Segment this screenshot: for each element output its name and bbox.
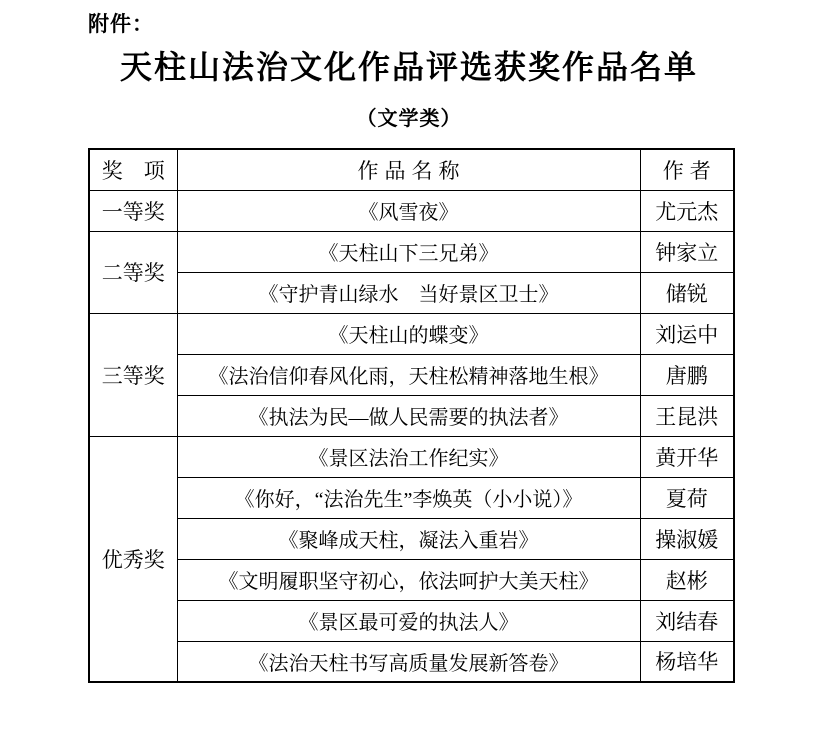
table-row (89, 436, 734, 477)
page-subtitle: （文学类） (356, 108, 462, 130)
author-cell: 赵彬 (640, 559, 734, 600)
table-row (89, 272, 734, 313)
author-cell: 刘结春 (640, 600, 734, 641)
work-title-cell: 《景区最可爱的执法人》 (177, 600, 640, 641)
author-cell: 储锐 (640, 272, 734, 313)
header-award: 奖 项 (89, 149, 177, 190)
table-row (89, 641, 734, 682)
author-cell: 夏荷 (640, 477, 734, 518)
work-title-cell: 《你好，“法治先生”李焕英（小小说）》 (177, 477, 640, 518)
author-cell: 尤元杰 (640, 190, 734, 231)
award-cell-excellence-prize: 优秀奖 (89, 436, 177, 682)
table-row (89, 231, 734, 272)
page-title: 天柱山法治文化作品评选获奖作品名单 (119, 49, 698, 85)
author-cell: 黄开华 (640, 436, 734, 477)
work-title-cell: 《景区法治工作纪实》 (177, 436, 640, 477)
award-cell-third-prize: 三等奖 (89, 313, 177, 436)
work-title-cell: 《风雪夜》 (177, 190, 640, 231)
work-title-cell: 《守护青山绿水 当好景区卫士》 (177, 272, 640, 313)
attachment-label: 附件： (88, 12, 154, 36)
header-author: 作者 (640, 149, 734, 190)
table-row (89, 477, 734, 518)
author-cell: 杨培华 (640, 641, 734, 682)
table-row (89, 518, 734, 559)
work-title-cell: 《天柱山的蝶变》 (177, 313, 640, 354)
award-cell-first-prize: 一等奖 (89, 190, 177, 231)
header-work: 作品名称 (177, 149, 640, 190)
table-row (89, 190, 734, 231)
work-title-cell: 《聚峰成天柱，凝法入重岩》 (177, 518, 640, 559)
work-title-cell: 《文明履职坚守初心，依法呵护大美天柱》 (177, 559, 640, 600)
table-row (89, 395, 734, 436)
table-row (89, 354, 734, 395)
author-cell: 操淑媛 (640, 518, 734, 559)
work-title-cell: 《法治信仰春风化雨，天柱松精神落地生根》 (177, 354, 640, 395)
author-cell: 唐鹏 (640, 354, 734, 395)
author-cell: 王昆洪 (640, 395, 734, 436)
awards-table (88, 148, 735, 683)
table-row (89, 559, 734, 600)
award-cell-second-prize: 二等奖 (89, 231, 177, 313)
table-row (89, 313, 734, 354)
work-title-cell: 《执法为民—做人民需要的执法者》 (177, 395, 640, 436)
author-cell: 钟家立 (640, 231, 734, 272)
author-cell: 刘运中 (640, 313, 734, 354)
work-title-cell: 《天柱山下三兄弟》 (177, 231, 640, 272)
table-row (89, 600, 734, 641)
table-header-row (89, 149, 734, 190)
work-title-cell: 《法治天柱书写高质量发展新答卷》 (177, 641, 640, 682)
